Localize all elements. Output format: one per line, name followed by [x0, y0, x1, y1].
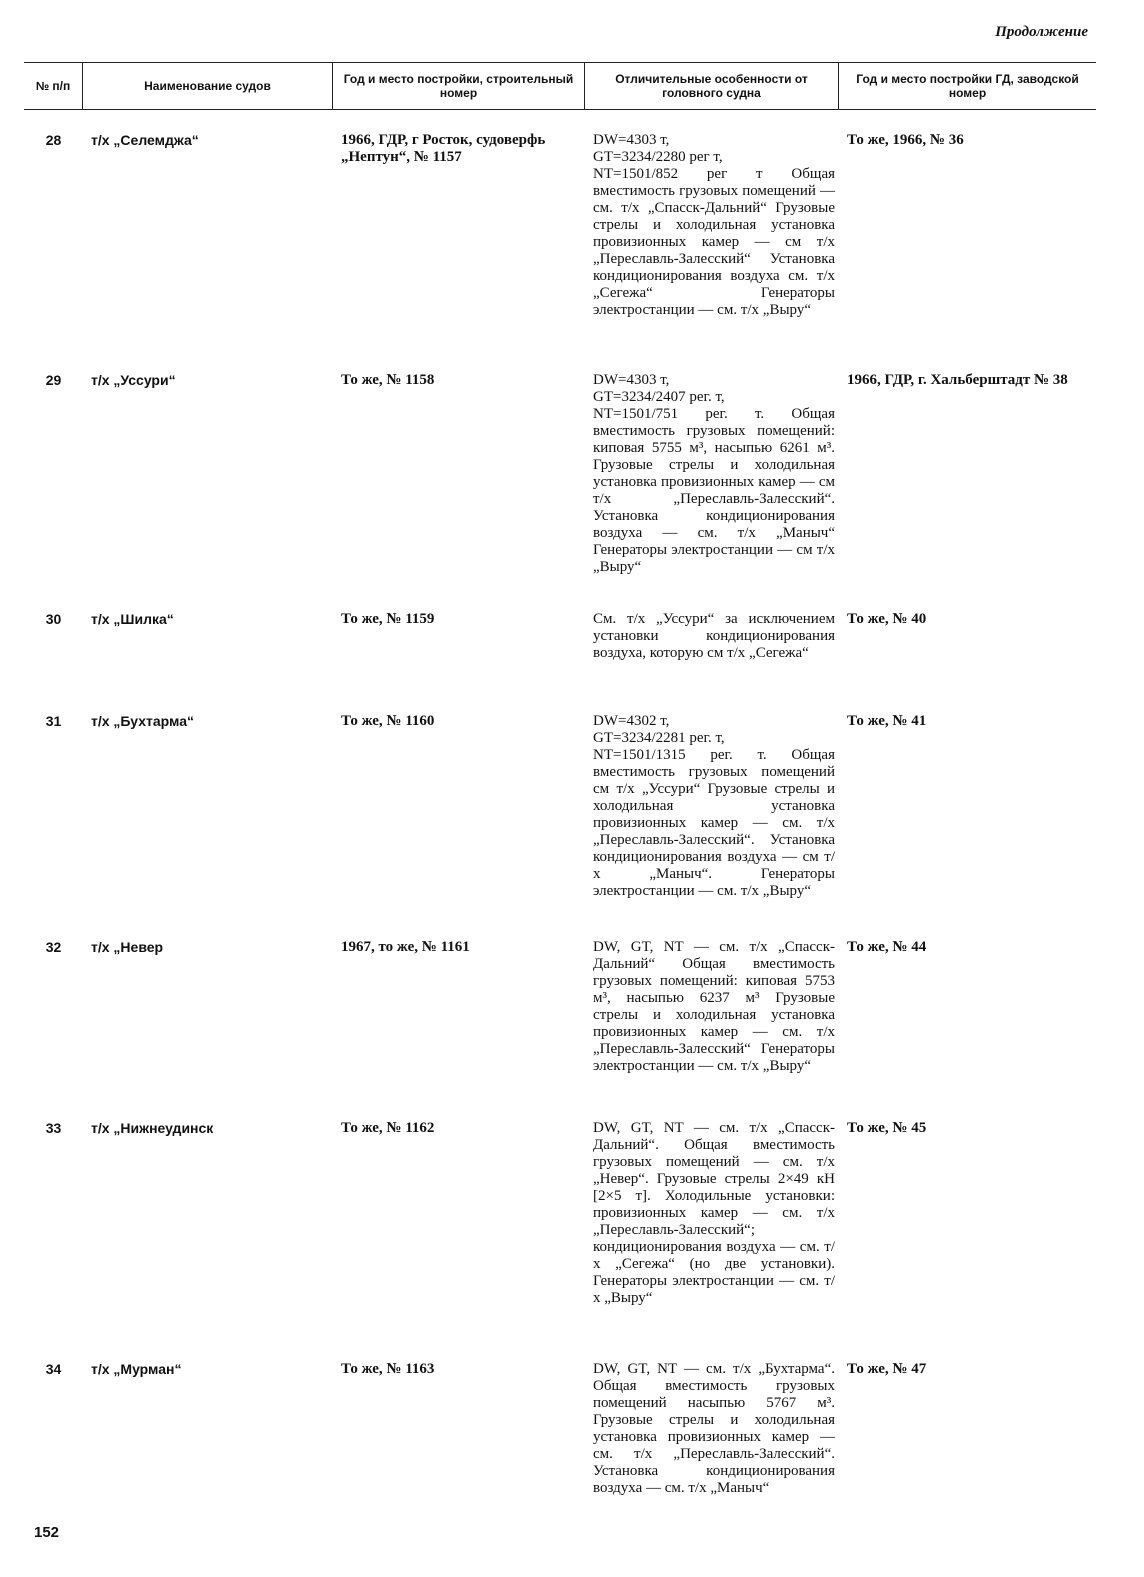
header-year-place: Год и место постройки, строительный номер: [333, 63, 585, 109]
table-header: [24, 62, 1096, 110]
engine-build-info: То же, № 45: [847, 1120, 927, 1136]
row-number: 28: [45, 132, 62, 148]
row-number: 30: [45, 611, 62, 627]
engine-build-info: 1966, ГДР, г. Хальберштадт № 38: [847, 372, 1068, 388]
header-engine: Год и место постройки ГД, заводской номер: [856, 72, 1079, 100]
build-year-place: То же, № 1159: [341, 611, 435, 627]
header-num: № п/п: [24, 63, 83, 109]
build-year-place: 1966, ГДР, г Росток, судоверфь „Нептун“, № 1157: [341, 132, 546, 165]
engine-build-info: То же, № 44: [847, 939, 927, 955]
table-row: [24, 939, 1096, 1075]
ship-name: т/х „Нижнеудинск: [91, 1120, 214, 1136]
header-features: Отличительные особенности от головного судна: [585, 63, 839, 109]
row-number: 34: [45, 1361, 62, 1377]
distinctive-features: DW, GT, NT — см. т/х „Бухтарма“. Общая вместимость грузовых помещений насыпью 5767 м³. Грузовые стрелы и холодильная установка провизионных камер — см. т/х „Переславль-Залесский“. Установка кондиционирования воздуха — см. т/х „Маныч“: [593, 1361, 835, 1496]
table-row: [24, 713, 1096, 900]
build-year-place: То же, № 1158: [341, 372, 435, 388]
engine-build-info: То же, № 47: [847, 1361, 927, 1377]
header-name: Наименование судов: [83, 63, 333, 109]
engine-build-info: То же, 1966, № 36: [847, 132, 964, 148]
build-year-place: То же, № 1163: [341, 1361, 435, 1377]
ship-name: т/х „Бухтарма“: [91, 713, 195, 729]
table-row: [24, 132, 1096, 319]
distinctive-features: DW=4303 т, GT=3234/2280 рег т, NT=1501/852 рег т Общая вместимость грузовых помещений — см. т/х „Спасск-Дальний“ Грузовые стрелы и холодильная установка провизионных камер — см т/х „Переславль-Залесский“ Установка кондиционирования воздуха см. т/х „Сегежа“ Генераторы электростанции — см. т/х „Выру“: [593, 132, 835, 318]
table-row: [24, 611, 1096, 662]
ship-name: т/х „Селемджа“: [91, 132, 199, 148]
ship-name: т/х „Уссури“: [91, 372, 176, 388]
ship-name: т/х „Невер: [91, 939, 164, 955]
build-year-place: То же, № 1162: [341, 1120, 435, 1136]
row-number: 31: [45, 713, 62, 729]
distinctive-features: DW=4303 т, GT=3234/2407 рег. т, NT=1501/751 рег. т. Общая вместимость грузовых помещений: киповая 5755 м³, насыпью 6261 м³. Грузовые стрелы и холодильная установка провизионных камер — см т/х „Переславль-Залесский“. Установка кондиционирования воздуха — см. т/х „Маныч“ Генераторы электростанции — см т/х „Выру“: [593, 372, 835, 575]
build-year-place: То же, № 1160: [341, 713, 435, 729]
row-number: 29: [45, 372, 62, 388]
distinctive-features: DW, GT, NT — см. т/х „Спасск-Дальний“. Общая вместимость грузовых помещений — см. т/х „Невер“. Грузовые стрелы 2×49 кН [2×5 т]. Холодильные установки: провизионных камер — см. т/х „Переславль-Залесский“; кондиционирования воздуха — см. т/х „Сегежа“ (но две установки). Генераторы электростанции — см. т/х „Выру“: [593, 1120, 835, 1306]
distinctive-features: DW, GT, NT — см. т/х „Спасск-Дальний“ Общая вместимость грузовых помещений: киповая 5753 м³, насыпью 6237 м³ Грузовые стрелы и холодильная установка провизионных камер — см. т/х „Переславль-Залесский“ Генераторы электростанции — см. т/х „Выру“: [593, 939, 835, 1074]
build-year-place: 1967, то же, № 1161: [341, 939, 470, 955]
table-row: [24, 1120, 1096, 1307]
engine-build-info: То же, № 41: [847, 713, 927, 729]
ship-name: т/х „Шилка“: [91, 611, 174, 627]
engine-build-info: То же, № 40: [847, 611, 927, 627]
table-row: [24, 1361, 1096, 1497]
continuation-label: Продолжение: [995, 24, 1088, 40]
row-number: 33: [45, 1120, 62, 1136]
page-number: 152: [34, 1524, 60, 1541]
row-number: 32: [45, 939, 62, 955]
distinctive-features: DW=4302 т, GT=3234/2281 рег. т, NT=1501/1315 рег. т. Общая вместимость грузовых помещений см т/х „Уссури“ Грузовые стрелы и холодильная установка провизионных камер — см. т/х „Переславль-Залесский“. Установка кондиционирования воздуха — см т/х „Маныч“. Генераторы электростанции — см. т/х „Выру“: [593, 713, 835, 899]
ship-name: т/х „Мурман“: [91, 1361, 182, 1377]
table-row: [24, 372, 1096, 576]
distinctive-features: См. т/х „Уссури“ за исключением установки кондиционирования воздуха, которую см т/х „Сегежа“: [593, 611, 835, 661]
